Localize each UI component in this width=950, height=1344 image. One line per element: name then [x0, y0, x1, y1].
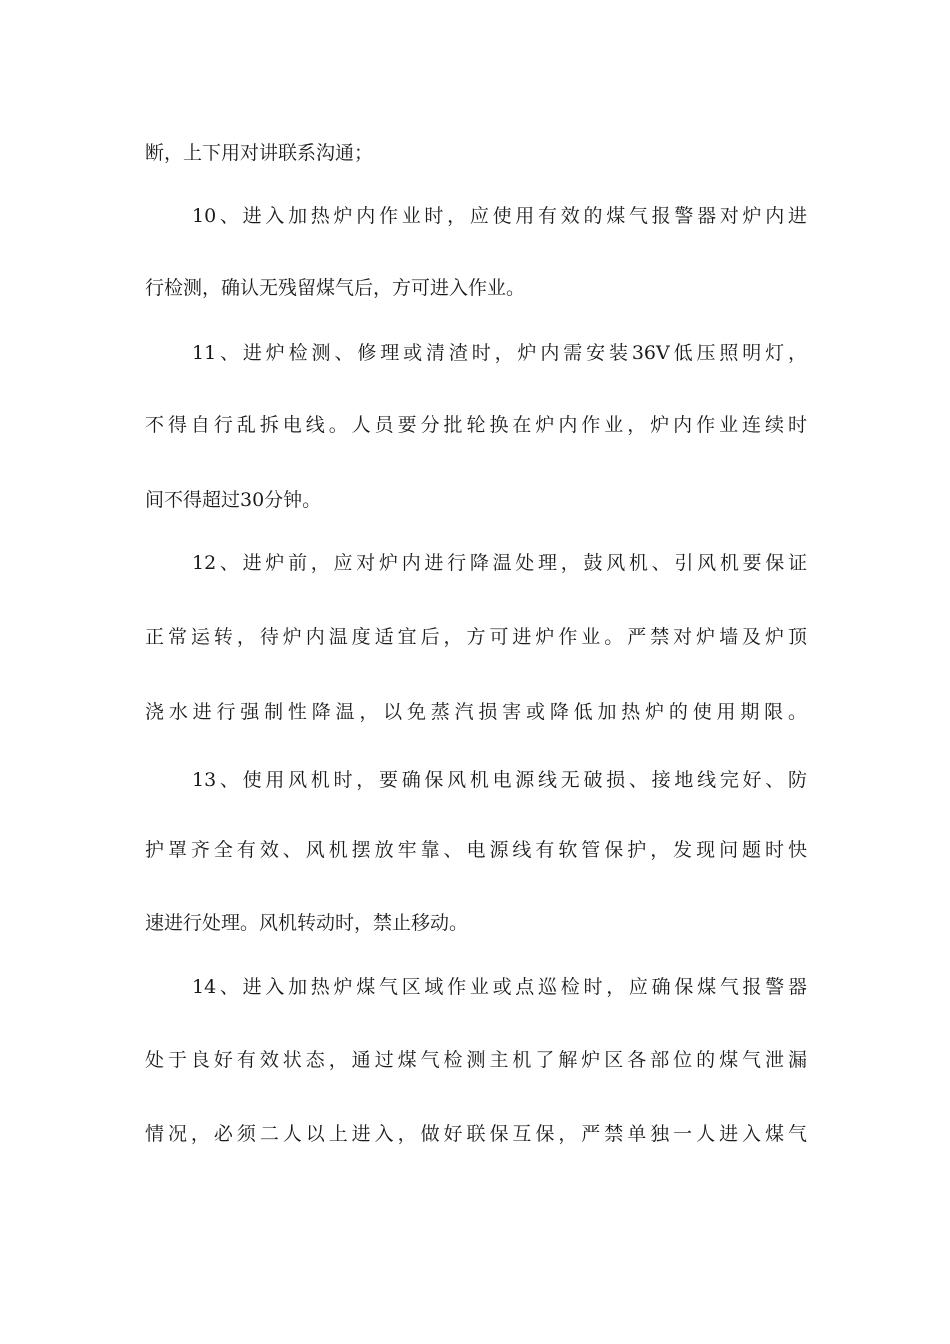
- text-line-1: 断，上下用对讲联系沟通；: [145, 142, 374, 164]
- text-line-10: 13、使用风机时，要确保风机电源线无破损、接地线完好、防: [192, 769, 807, 791]
- text-line-12: 速进行处理。风机转动时，禁止移动。: [145, 912, 469, 934]
- text-line-13: 14、进入加热炉煤气区域作业或点巡检时，应确保煤气报警器: [192, 976, 807, 998]
- text-line-5: 不得自行乱拆电线。人员要分批轮换在炉内作业，炉内作业连续时: [145, 414, 807, 436]
- text-line-8: 正常运转，待炉内温度适宜后，方可进炉作业。严禁对炉墙及炉顶: [145, 626, 807, 648]
- text-line-14: 处于良好有效状态，通过煤气检测主机了解炉区各部位的煤气泄漏: [145, 1049, 807, 1071]
- text-line-2: 10、进入加热炉内作业时，应使用有效的煤气报警器对炉内进: [192, 205, 807, 227]
- text-line-7: 12、进炉前，应对炉内进行降温处理，鼓风机、引风机要保证: [192, 552, 807, 574]
- text-line-11: 护罩齐全有效、风机摆放牢靠、电源线有软管保护，发现问题时快: [145, 839, 807, 861]
- text-line-6: 间不得超过30分钟。: [145, 489, 322, 511]
- text-line-4: 11、进炉检测、修理或清渣时，炉内需安装36V低压照明灯，: [192, 342, 807, 364]
- text-line-15: 情况，必须二人以上进入，做好联保互保，严禁单独一人进入煤气: [145, 1123, 807, 1145]
- text-line-3: 行检测，确认无残留煤气后，方可进入作业。: [145, 277, 526, 299]
- text-line-9: 浇水进行强制性降温，以免蒸汽损害或降低加热炉的使用期限。: [145, 701, 807, 723]
